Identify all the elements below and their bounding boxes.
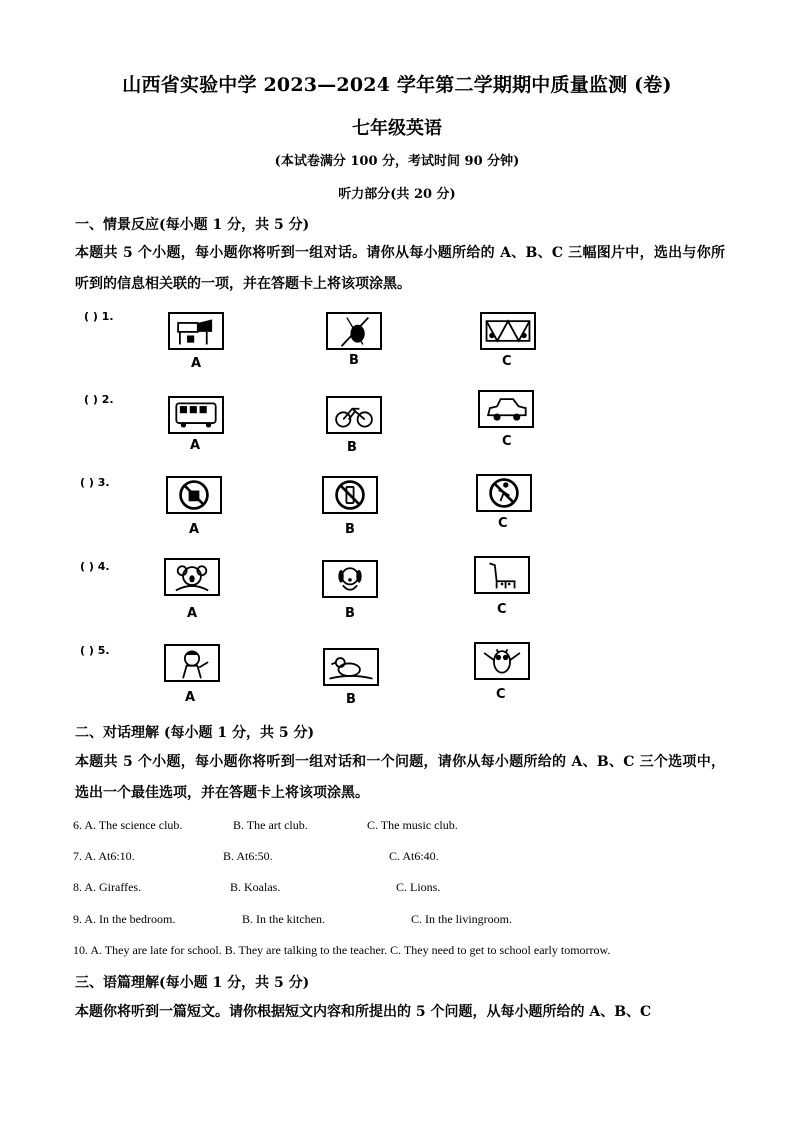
part1-instructions: 本题共 5 个小题，每小题你将听到一组对话。请你从每小题所给的 A、B、C 三幅图片中，选出与你所听到的信息相关联的一项，并在答题卡上将该项涂黑。 bbox=[75, 245, 725, 292]
duck-icon[interactable] bbox=[323, 648, 379, 686]
option-label: C bbox=[502, 354, 512, 369]
option-label: B bbox=[347, 440, 357, 455]
question-number: ( ) 4. bbox=[80, 560, 110, 573]
option-line[interactable]: 10. A. They are late for school. B. They are talking to the teacher. C. They need to get to school early tomorrow. bbox=[73, 943, 611, 957]
koala-icon[interactable] bbox=[164, 558, 220, 596]
answer-options bbox=[75, 943, 725, 961]
option-label: C bbox=[502, 434, 512, 449]
answer-options bbox=[75, 880, 725, 898]
option-label: C bbox=[497, 602, 507, 617]
option-label: B bbox=[345, 522, 355, 537]
option-label: A bbox=[189, 522, 200, 537]
violin-icon[interactable] bbox=[326, 312, 382, 350]
option-a[interactable]: 7. A. At6:10. bbox=[73, 849, 135, 863]
option-label: A bbox=[185, 690, 196, 705]
part2-instructions: 本题共 5 个小题，每小题你将听到一组对话和一个问题，请你从每小题所给的 A、B、C 三个选项中，选出一个最佳选项，并在答题卡上将该项涂黑。 bbox=[75, 754, 725, 801]
no-running-icon[interactable] bbox=[476, 474, 532, 512]
option-label: B bbox=[345, 606, 355, 621]
dog-icon[interactable] bbox=[322, 560, 378, 598]
option-b[interactable]: B. In the kitchen. bbox=[242, 912, 325, 926]
option-label: A bbox=[187, 606, 198, 621]
piano-icon[interactable] bbox=[168, 312, 224, 350]
option-c[interactable]: C. The music club. bbox=[367, 818, 458, 832]
bicycle-icon[interactable] bbox=[326, 396, 382, 434]
option-c[interactable]: C. Lions. bbox=[396, 880, 441, 894]
option-label: A bbox=[190, 438, 201, 453]
bus-icon[interactable] bbox=[168, 396, 224, 434]
option-label: C bbox=[498, 516, 508, 531]
option-a[interactable]: 6. A. The science club. bbox=[73, 818, 183, 832]
girl-icon[interactable] bbox=[164, 644, 220, 682]
drum-icon[interactable] bbox=[480, 312, 536, 350]
question-number: ( ) 1. bbox=[84, 310, 114, 323]
question-number: ( ) 3. bbox=[80, 476, 110, 489]
no-phone-icon[interactable] bbox=[322, 476, 378, 514]
option-c[interactable]: C. At6:40. bbox=[389, 849, 439, 863]
part3-heading: 三、语篇理解(每小题 1 分，共 5 分) bbox=[75, 975, 310, 991]
option-label: B bbox=[349, 353, 359, 368]
giraffe-icon[interactable] bbox=[474, 556, 530, 594]
option-a[interactable]: 9. A. In the bedroom. bbox=[73, 912, 176, 926]
option-label: B bbox=[346, 692, 356, 707]
exam-subtitle: 七年级英语 bbox=[352, 118, 442, 139]
option-b[interactable]: B. Koalas. bbox=[230, 880, 281, 894]
question-number: ( ) 5. bbox=[80, 644, 110, 657]
answer-options bbox=[75, 818, 725, 836]
option-b[interactable]: B. At6:50. bbox=[223, 849, 273, 863]
option-label: C bbox=[496, 687, 506, 702]
part3-instructions: 本题你将听到一篇短文。请你根据短文内容和所提出的 5 个问题，从每小题所给的 A、B、C bbox=[75, 1004, 652, 1020]
option-c[interactable]: C. In the livingroom. bbox=[411, 912, 512, 926]
owl-icon[interactable] bbox=[474, 642, 530, 680]
option-a[interactable]: 8. A. Giraffes. bbox=[73, 880, 142, 894]
exam-title: 山西省实验中学 2023—2024 学年第二学期期中质量监测 (卷) bbox=[122, 74, 672, 96]
answer-options bbox=[75, 849, 725, 867]
part1-heading: 一、情景反应(每小题 1 分，共 5 分) bbox=[75, 217, 310, 233]
option-b[interactable]: B. The art club. bbox=[233, 818, 308, 832]
exam-note: (本试卷满分 100 分，考试时间 90 分钟) bbox=[274, 154, 520, 169]
option-label: A bbox=[191, 356, 202, 371]
answer-options bbox=[75, 912, 725, 930]
car-icon[interactable] bbox=[478, 390, 534, 428]
no-eating-icon[interactable] bbox=[166, 476, 222, 514]
question-number: ( ) 2. bbox=[84, 393, 114, 406]
part2-heading: 二、对话理解 (每小题 1 分，共 5 分) bbox=[75, 725, 315, 741]
listening-heading: 听力部分(共 20 分) bbox=[338, 187, 456, 202]
